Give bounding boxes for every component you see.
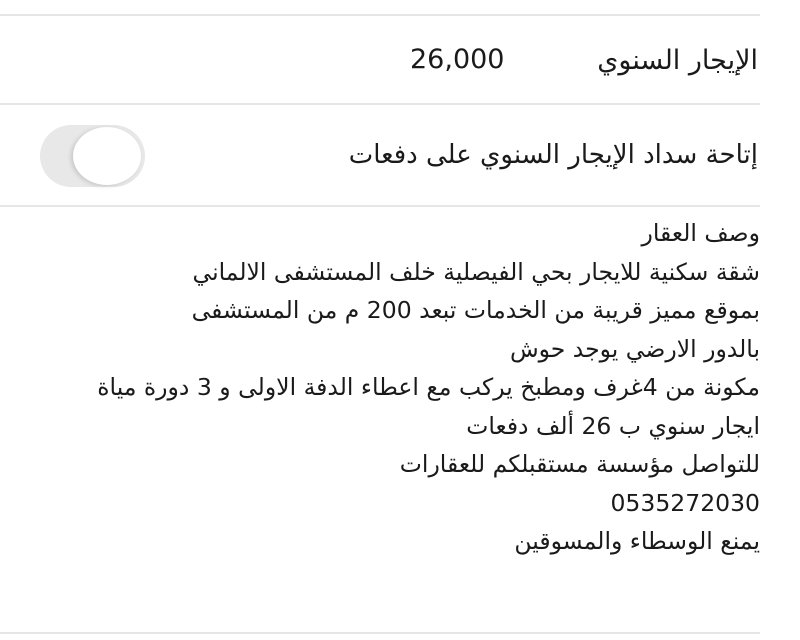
divider (0, 14, 760, 16)
phone-number[interactable]: 0535272030 (610, 488, 760, 517)
divider (0, 205, 760, 207)
divider (0, 632, 760, 634)
description-title: وصف العقار (641, 219, 760, 247)
installments-toggle[interactable] (40, 125, 145, 187)
description-line: بموقع مميز قريبة من الخدمات تبعد 200 م من المستشفى (191, 296, 760, 324)
description-line: بالدور الارضي يوجد حوش (509, 334, 760, 363)
annual-rent-label: الإيجار السنوي (597, 45, 758, 76)
installments-label: إتاحة سداد الإيجار السنوي على دفعات (348, 140, 758, 170)
divider (0, 103, 760, 105)
description-line: يمنع الوسطاء والمسوقين (514, 527, 760, 555)
property-description (97, 214, 760, 561)
description-line: للتواصل مؤسسة مستقبلكم للعقارات (399, 450, 760, 478)
description-line: ايجار سنوي ب 26 ألف دفعات (466, 411, 760, 440)
annual-rent-value: 26,000 (410, 44, 505, 75)
toggle-knob (73, 127, 141, 185)
description-line: شقة سكنية للايجار بحي الفيصلية خلف المستشفى الالماني (192, 257, 760, 286)
description-line: مكونة من 4غرف ومطبخ يركب مع اعطاء الدفة الاولى و 3 دورة مياة (97, 373, 760, 401)
